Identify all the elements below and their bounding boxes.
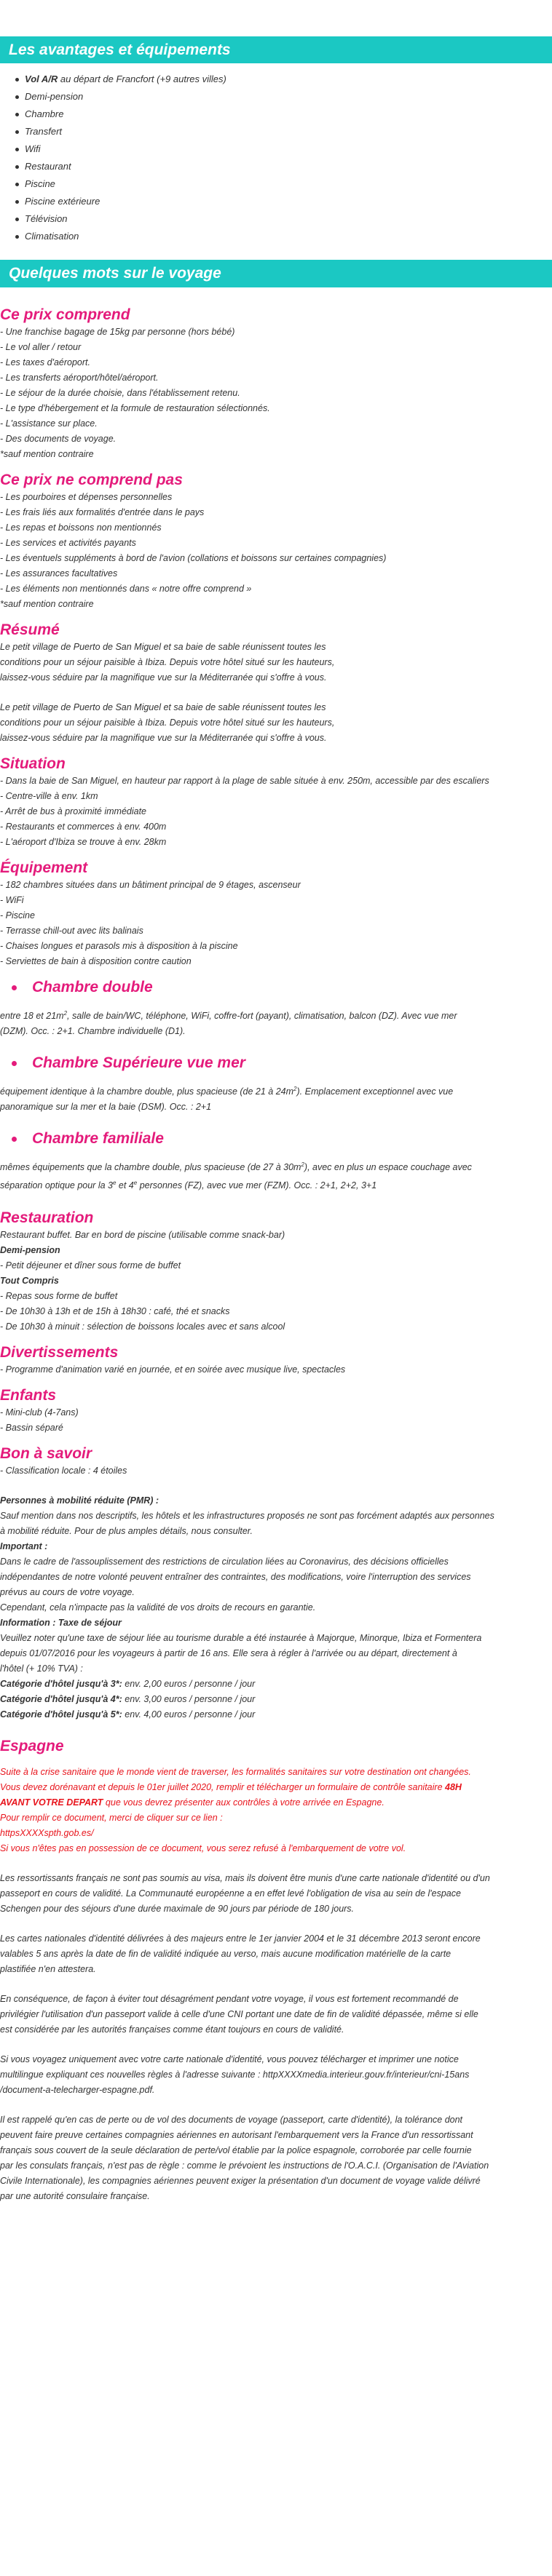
amenity-item: Transfert [25,123,552,140]
amenity-item: Télévision [25,210,552,228]
text-line: - De 10h30 à minuit : sélection de boissons locales avec et sans alcool [0,1321,285,1332]
text-line: - Le type d'hébergement et la formule de restauration sélectionnés. [0,403,270,413]
text-line: Sauf mention dans nos descriptifs, les hôtels et les infrastructures proposés ne sont pas forcément adaptés aux personnes [0,1510,494,1521]
ne-comprend-list [0,490,552,612]
amenity-item: Demi-pension [25,88,552,106]
text-line: - Programme d'animation varié en journée, et en soirée avec musique live, spectacles [0,1364,346,1375]
text-line: laissez-vous séduire par la magnifique vue sur la Méditerranée qui s'offre à vous. [0,733,327,743]
resume-paragraph-1 [0,640,552,685]
section-title-divertissements: Divertissements [0,1343,119,1361]
text-line: - Le vol aller / retour [0,342,82,352]
section-title-restauration: Restauration [0,1209,94,1226]
text-line: prévus au cours de votre voyage. [0,1586,135,1597]
text-line: Cependant, cela n'impacte pas la validité de vos droits de recours en garantie. [0,1602,316,1613]
tax-category-line: Catégorie d'hôtel jusqu'à 3*: env. 2,00 euros / personne / jour [0,1678,256,1689]
health-form-link[interactable]: httpsXXXXspth.gob.es/ [0,1827,94,1838]
text-line: /document-a-telecharger-espagne.pdf. [0,2084,155,2095]
text-line: - Les taxes d'aéroport. [0,357,90,367]
tax-category-line: Catégorie d'hôtel jusqu'à 4*: env. 3,00 euros / personne / jour [0,1693,256,1704]
espagne-paragraph-5 [0,2112,552,2204]
bon-a-savoir-block: - Classification locale : 4 étoiles Personnes à mobilité réduite (PMR) : Sauf mention dans nos descriptifs, les hôtels et les infrastructures proposés ne sont pas forcément adaptés aux personnes à mobilité réduite. Pour de plus amples détails, nous consulter. Important : Dans le cadre de l'assouplissement des restrictions de circulation liées au Coronavirus, des décisions officielles indépendantes de notre volonté peuvent entraîner des contraintes, des modifications, voire l'interruption des services prévus au cours de votre voyage. Cependant, cela n'impacte pas la validité de vos droits de recours en garantie. Information : Taxe de séjour Veuillez noter qu'une taxe de séjour liée au tourisme durable a été instaurée à Majorque, Minorque, Ibiza et Formentera depuis 01/07/2016 pour les voyageurs à partir de 16 ans. Elle sera à régler à l'arrivée ou au départ, directement à l'hôtel (+ 10% TVA) : Catégorie d'hôtel jusqu'à 3*: env. 2,00 euros / personne / jour Catégorie d'hôtel jusqu'à 4*: env. 3,00 euros / personne / jour Catégorie d'hôtel jusqu'à 5*: env. 4,00 euros / personne / jour [0,1463,552,1722]
situation-list [0,774,552,850]
text-line: multilingue expliquant ces nouvelles règles à l'adresse suivante : httpXXXXmedia.interieur.gouv.fr/interieur/cni-15ans [0,2069,470,2080]
room-double-description: entre 18 et $21m^2$, salle de bain/WC, téléphone, WiFi, coffre-fort (payant), climatisation, balcon (DZ). Avec vue mer (DZM). Occ. : 2+1. Chambre individuelle (D1). [0,1010,457,1037]
text-line: l'hôtel (+ 10% TVA) : [0,1663,83,1674]
room-title-superieure: Chambre Supérieure vue mer [0,1054,552,1073]
espagne-paragraph-1 [0,1871,552,1917]
text-line: - Les repas et boissons non mentionnés [0,522,162,533]
text-line: - Centre-ville à env. 1km [0,791,98,801]
section-title-bon-a-savoir: Bon à savoir [0,1444,92,1462]
room-superieure-description: équipement identique à la chambre double, plus spacieuse (de 21 à $24m^2$). Emplacement exceptionnel avec vue panoramique sur la mer et la baie (DSM). Occ. : 2+1 [0,1086,454,1113]
text-line: plastifiée n'en attestera. [0,1963,96,1974]
text-line: Si vous voyagez uniquement avec votre carte nationale d'identité, vous pouvez télécharger et imprimer une notice [0,2054,459,2064]
voyage-title: Quelques mots sur le voyage [9,265,221,282]
text-line: - L'assistance sur place. [0,418,98,429]
bullet-dot-icon [12,1061,17,1066]
text-line: - Les éléments non mentionnés dans « notre offre comprend » [0,584,252,594]
amenity-item: Piscine extérieure [25,193,552,210]
text-line: Dans le cadre de l'assouplissement des restrictions de circulation liées au Coronavirus, des décisions officielles [0,1556,449,1567]
text-line: - Les éventuels suppléments à bord de l'avion (collations et boissons sur certaines compagnies) [0,553,387,563]
text-line: à mobilité réduite. Pour de plus amples détails, nous consulter. [0,1525,253,1536]
bullet-dot-icon [12,1137,17,1142]
bullet-dot-icon [12,985,17,990]
text-line: Les ressortissants français ne sont pas soumis au visa, mais ils doivent être munis d'une carte nationale d'identité ou d'un [0,1872,490,1883]
covid-notice: Suite à la crise sanitaire que le monde vient de traverser, les formalités sanitaires sur votre destination ont changées. Vous devez dorénavant et depuis le 01er juillet 2020, remplir et télécharger un formulaire de contrôle sanitaire 48H AVANT VOTRE DEPART que vous devrez présenter aux contrôles à votre arrivée en Espagne. Pour remplir ce document, merci de cliquer sur ce lien : httpsXXXXspth.gob.es/ Si vous n'êtes pas en possession de ce document, vous serez refusé à l'embarquement de votre vol. [0,1765,552,1856]
text-line: Le petit village de Puerto de San Miguel et sa baie de sable réunissent toutes les [0,702,326,712]
section-title-enfants: Enfants [0,1386,57,1404]
text-line: - Les assurances facultatives [0,568,118,579]
amenity-item: Vol A/R au départ de Francfort (+9 autres villes) [25,71,552,88]
text-line: - L'aéroport d'Ibiza se trouve à env. 28km [0,837,167,847]
amenities-list [0,63,552,260]
text-line: Veuillez noter qu'une taxe de séjour liée au tourisme durable a été instaurée à Majorque, Minorque, Ibiza et Formentera [0,1632,482,1643]
divertissements-list [0,1362,552,1378]
text-line: est considérée par les autorités françaises comme étant toujours en cours de validité. [0,2024,344,2035]
text-line: conditions pour un séjour paisible à Ibiza. Depuis votre hôtel situé sur les hauteurs, [0,717,335,728]
espagne-paragraph-4 [0,2052,552,2098]
amenity-item: Piscine [25,175,552,193]
text-line: - WiFi [0,895,24,905]
text-line: - Mini-club (4-7ans) [0,1407,79,1418]
room-familiale-description: mêmes équipements que la chambre double, plus spacieuse (de 27 à $30m^2$), avec en plus un espace couchage avec séparation optique pour la 3e et 4e personnes (FZ), avec vue mer (FZM). Occ. : 2+1, 2+2, 3+1 [0,1161,472,1191]
section-title-resume: Résumé [0,621,60,638]
room-title-double: Chambre double [0,978,552,997]
taxe-categories [0,1677,552,1722]
text-line: - Les frais liés aux formalités d'entrée dans le pays [0,507,205,517]
text-line: *sauf mention contraire [0,449,94,459]
text-line: - Bassin séparé [0,1422,63,1433]
text-line: - Restaurants et commerces à env. 400m [0,822,167,832]
espagne-paragraph-2 [0,1931,552,1977]
text-line: depuis 01/07/2016 pour les voyageurs à partir de 16 ans. Elle sera à régler à l'arrivée ou au départ, directement à [0,1647,457,1658]
text-line: - Des documents de voyage. [0,434,117,444]
text-line: Il est rappelé qu'en cas de perte ou de vol des documents de voyage (passeport, carte d'identité), la tolérance dont [0,2114,463,2125]
text-line: - Dans la baie de San Miguel, en hauteur par rapport à la plage de sable située à env. 250m, accessible par des escaliers [0,776,489,786]
comprend-list [0,325,552,462]
room-title-familiale: Chambre familiale [0,1129,552,1148]
voyage-content [0,287,552,2219]
enfants-list [0,1405,552,1436]
text-line: par les consulats français, n'est pas de règle : comme le prévoient les instructions de l'O.A.C.I. (Organisation de l'Aviation [0,2160,489,2171]
espagne-paragraph-3 [0,1992,552,2038]
text-line: privilégier l'utilisation d'un passeport valide à celle d'une CNI portant une date de fin de validité dépassée, même si elle [0,2008,478,2019]
section-title-ne-comprend: Ce prix ne comprend pas [0,472,183,488]
text-line: - Les services et activités payants [0,538,136,548]
avantages-banner [0,36,552,63]
text-line: Schengen pour des séjours d'une durée maximale de 90 jours par période de 180 jours. [0,1903,355,1914]
amenity-item: Climatisation [25,228,552,245]
text-line: - Chaises longues et parasols mis à disposition à la piscine [0,941,238,951]
text-line: - Arrêt de bus à proximité immédiate [0,806,147,816]
text-line: *sauf mention contraire [0,599,94,609]
text-line: Civile Internationale), les compagnies aériennes peuvent exiger la présentation d'un document de voyage valide délivré [0,2175,481,2186]
text-line: - Terrasse chill-out avec lits balinais [0,926,143,936]
text-line: - Les transferts aéroport/hôtel/aéroport. [0,373,159,383]
text-line: - 182 chambres situées dans un bâtiment principal de 9 étages, ascenseur [0,880,301,890]
voyage-banner [0,260,552,287]
text-line: conditions pour un séjour paisible à Ibiza. Depuis votre hôtel situé sur les hauteurs, [0,657,335,667]
avantages-title: Les avantages et équipements [9,41,231,58]
text-line: par une autorité consulaire française. [0,2190,150,2201]
page [0,36,552,2576]
text-line: passeport en cours de validité. La Communauté européenne a en effet levé l'obligation de visa au sein de l'espace [0,1888,461,1899]
text-line: français sous couvert de la seule déclaration de perte/vol établie par la police espagnole, corroborée par celle fournie [0,2144,472,2155]
resume-paragraph-2 [0,700,552,746]
text-line: - Serviettes de bain à disposition contre caution [0,956,192,966]
text-line: Les cartes nationales d'identité délivrées à des majeurs entre le 1er janvier 2004 et le 31 décembre 2013 seront encore [0,1933,481,1944]
restauration-block: Restaurant buffet. Bar en bord de piscine (utilisable comme snack-bar) Demi-pension - Petit déjeuner et dîner sous forme de buffet Tout Compris - Repas sous forme de buffet - De 10h30 à 13h et de 15h à 18h30 : café, thé et snacks - De 10h30 à minuit : sélection de boissons locales avec et sans alcool [0,1228,552,1335]
text-line: - Piscine [0,910,35,921]
text-line: - Repas sous forme de buffet [0,1290,118,1301]
text-line: Le petit village de Puerto de San Miguel et sa baie de sable réunissent toutes les [0,642,326,652]
amenity-item: Wifi [25,140,552,158]
equipement-list [0,878,552,969]
section-title-espagne: Espagne [0,1737,64,1754]
text-line: En conséquence, de façon à éviter tout désagrément pendant votre voyage, il vous est fortement recommandé de [0,1993,459,2004]
text-line: peuvent faire preuve certaines compagnies aériennes en autorisant l'embarquement vers la France d'un ressortissant [0,2129,473,2140]
amenity-item: Chambre [25,106,552,123]
text-line: valables 5 ans après la date de fin de validité indiquée au verso, mais aucune modification matérielle de la carte [0,1948,452,1959]
section-title-comprend: Ce prix comprend [0,306,130,323]
text-line: indépendantes de notre volonté peuvent entraîner des contraintes, des modifications, voire l'interruption des services [0,1571,471,1582]
text-line: laissez-vous séduire par la magnifique vue sur la Méditerranée qui s'offre à vous. [0,672,327,683]
section-title-equipement: Équipement [0,859,88,876]
text-line: - De 10h30 à 13h et de 15h à 18h30 : café, thé et snacks [0,1305,230,1316]
amenity-item: Restaurant [25,158,552,175]
text-line: - Le séjour de la durée choisie, dans l'établissement retenu. [0,388,240,398]
text-line: - Les pourboires et dépenses personnelles [0,492,173,502]
text-line: - Une franchise bagage de 15kg par personne (hors bébé) [0,327,235,337]
section-title-situation: Situation [0,755,66,772]
tax-category-line: Catégorie d'hôtel jusqu'à 5*: env. 4,00 euros / personne / jour [0,1709,256,1720]
